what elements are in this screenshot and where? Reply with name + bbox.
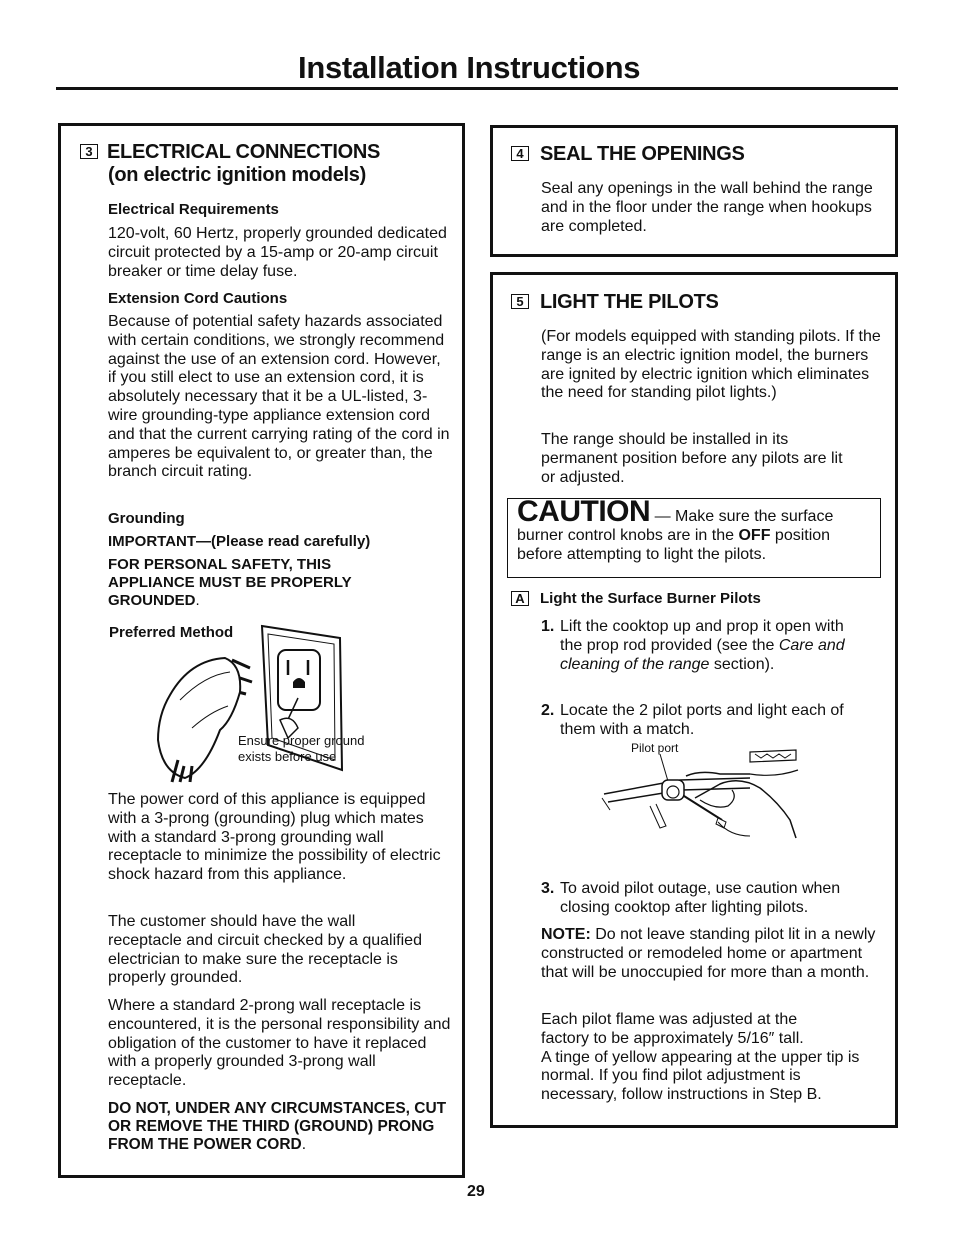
electrical-requirements-heading: Electrical Requirements bbox=[108, 201, 279, 218]
pilot-port-label: Pilot port bbox=[631, 741, 679, 755]
step-3-number: 3. bbox=[541, 880, 555, 897]
extension-cord-heading: Extension Cord Cautions bbox=[108, 290, 288, 307]
light-pilots-title: LIGHT THE PILOTS bbox=[540, 291, 719, 313]
plug-figure-caption: Ensure proper ground exists before use bbox=[238, 733, 365, 764]
electrical-connections-title: ELECTRICAL CONNECTIONS (on electric ignition models) bbox=[107, 141, 381, 186]
electrical-requirements-text: 120-volt, 60 Hertz, properly grounded dedicated circuit protected by a 15-amp or 20-amp circuit breaker or time delay fuse. bbox=[108, 225, 447, 280]
power-cord-text: The power cord of this appliance is equipped with a 3-prong (grounding) plug which mates with a standard 3-prong grounding wall receptacle to minimize the possibility of electric shock hazard from this appliance. bbox=[108, 791, 441, 884]
step-number-3: 3 bbox=[80, 144, 98, 159]
step-1-text: Lift the cooktop up and prop it open with the prop rod provided (see the Care and cleaning of the range section). bbox=[560, 618, 845, 673]
step-2-text: Locate the 2 pilot ports and light each of them with a match. bbox=[560, 702, 844, 738]
step-number-5: 5 bbox=[511, 294, 529, 309]
sub-step-letter-a: A bbox=[511, 591, 529, 606]
step-number-4: 4 bbox=[511, 146, 529, 161]
note-text: NOTE: Do not leave standing pilot lit in a newly constructed or remodeled home or apartment that will be unoccupied for more than a month. bbox=[541, 926, 876, 981]
seal-openings-text: Seal any openings in the wall behind the range and in the floor under the range when hookups are completed. bbox=[541, 180, 873, 235]
pilot-lighting-illustration bbox=[600, 740, 800, 840]
surface-burner-pilots-heading: Light the Surface Burner Pilots bbox=[540, 590, 761, 607]
pilot-flame-adjustment-text: Each pilot flame was adjusted at the factory to be approximately 5/16″ tall. A tinge of yellow appearing at the upper tip is normal. If you find pilot adjustment is necessary, follow instructions in Step B. bbox=[541, 1011, 860, 1104]
page-title: Installation Instructions bbox=[298, 50, 641, 85]
step-3-text: To avoid pilot outage, use caution when closing cooktop after lighting pilots. bbox=[560, 880, 841, 916]
step-2-number: 2. bbox=[541, 702, 555, 719]
standing-pilots-intro: (For models equipped with standing pilots. If the range is an electric ignition model, the burners are ignited by electric ignition which eliminates the need for standing pilot lights.) bbox=[541, 328, 881, 402]
step-1-number: 1. bbox=[541, 618, 555, 635]
caution-message: CAUTION — Make sure the surface burner control knobs are in the OFF position before attempting to light the pilots. bbox=[517, 495, 834, 563]
caution-heading: CAUTION bbox=[517, 495, 651, 528]
third-prong-warning: DO NOT, UNDER ANY CIRCUMSTANCES, CUT OR REMOVE THE THIRD (GROUND) PRONG FROM THE POWER CORD. bbox=[108, 1100, 447, 1153]
seal-openings-title: SEAL THE OPENINGS bbox=[540, 143, 745, 165]
two-prong-receptacle-text: Where a standard 2-prong wall receptacle is encountered, it is the personal responsibility and obligation of the customer to have it replaced with a properly grounded 3-prong wall receptacle. bbox=[108, 997, 451, 1090]
customer-check-text: The customer should have the wall receptacle and circuit checked by a qualified electrician to make sure the receptacle is properly grounded. bbox=[108, 913, 422, 987]
grounding-heading: Grounding bbox=[108, 510, 185, 527]
title-rule bbox=[56, 87, 898, 90]
important-label: IMPORTANT—(Please read carefully) bbox=[108, 533, 371, 550]
extension-cord-text: Because of potential safety hazards associated with certain conditions, we strongly recommend against the use of an extension cord. However, if you still elect to use an extension cord, it is absolutely necessary that it be a UL-listed, 3-wire grounding-type appliance extension cord and that the current carrying rating of the cord in amperes be equivalent to, or greater than, the branch circuit rating. bbox=[108, 313, 450, 481]
permanent-position-text: The range should be installed in its permanent position before any pilots are lit or adjusted. bbox=[541, 431, 843, 486]
preferred-method-label: Preferred Method bbox=[109, 624, 234, 641]
page-number: 29 bbox=[467, 1183, 485, 1200]
personal-safety-warning: FOR PERSONAL SAFETY, THIS APPLIANCE MUST BE PROPERLY GROUNDED. bbox=[108, 556, 352, 609]
